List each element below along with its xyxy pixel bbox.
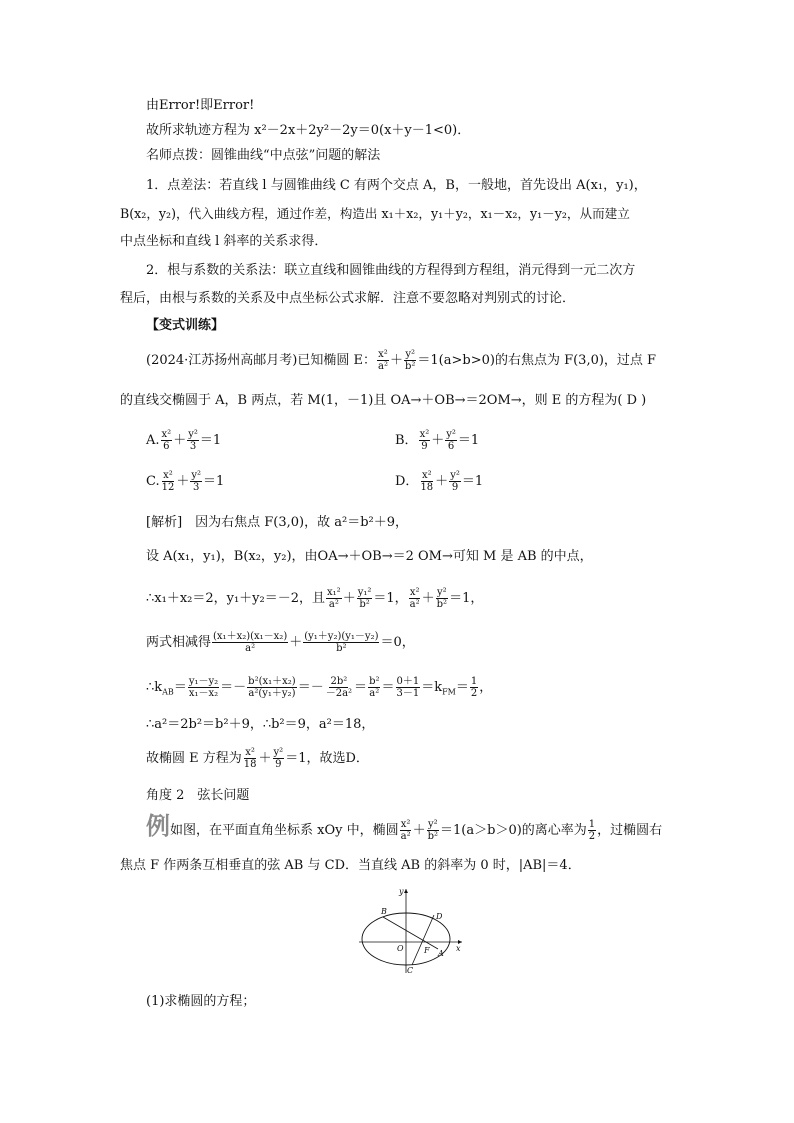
solution-line4: 两式相减得 $\frac{\text{(x₁＋x₂)(x₁－x₂)}}{\text{a²}}$ ＋ $\frac{\text{(y₁＋y₂)(y₁－y₂)}}{\text{b²}}$ ＝0， [146,631,415,654]
example-marker: 例 [146,814,170,840]
label-f: F [424,946,430,955]
label-b: B [381,907,387,916]
y-axis-arrow [404,889,408,893]
tips-point1-line1: 1．点差法：若直线 l 与圆锥曲线 C 有两个交点 A，B，一般地，首先设出 A(x₁，y₁)， [146,178,647,193]
solution-line6: ∴a²＝2b²＝b²＋9，∴b²＝9，a²＝18， [146,717,375,732]
label-a: A [438,949,444,958]
tips-heading: 名师点拨：圆锥曲线“中点弦”问题的解法 [146,148,381,163]
solution-line7: 故椭圆 E 方程为 $\frac{\text{x²}}{18}$ ＋ $\frac{\text{y²}}{9}$ ＝1，故选D． [146,747,369,770]
label-c: C [407,966,414,975]
ellipse-figure [355,885,470,975]
variant-training-heading: 【变式训练】 [146,318,225,333]
label-d: D [436,912,443,921]
line-trajectory: 故所求轨迹方程为 x²－2x＋2y²－2y＝0(x＋y－1<0)． [146,123,471,138]
line-error: 由Error!即Error! [146,98,255,113]
solution-line5: $\therefore k_{AB}=$ $\frac{\text{y₁－y₂}}{\text{x₁－x₂}}$ ＝－ $\frac{\text{b²(x₁＋x₂)}}{\text{a²(y₁＋y₂)}}$ ＝－ $\frac{\text{2b²}}{\text{－2a²}}$ ＝ $\frac{\text{b²}}{\text{a²}}$ ＝ $\frac{0+1}{3-1}$ $=k_{FM}=$ $\frac{1}{2}$ ， [146,676,493,699]
solution-line2: 设 A(x₁，y₁)，B(x₂，y₂)，由OA→＋OB→＝2 OM→可知 M 是 AB 的中点， [146,549,593,564]
solution-line3: ∴x₁＋x₂＝2，y₁＋y₂＝－2，且 $\frac{\text{x₁²}}{\text{a²}}$ ＋ $\frac{\text{y₁²}}{\text{b²}}$ ＝1， $\frac{\text{x²}}{\text{a²}}$ ＋ $\frac{\text{y²}}{\text{b²}}$ ＝1， [146,587,484,610]
tips-point1-line3: 中点坐标和直线 l 斜率的关系求得． [120,234,328,249]
problem-line1: (2024·江苏扬州高邮月考)已知椭圆 E： $\frac{\text{x²}}{\text{a²}}$ ＋ $\frac{\text{y²}}{\text{b²}}$ ＝1(a>b>0)的右焦点为 F(3,0)，过点 F [146,349,657,372]
label-y: y [399,887,404,896]
tips-point2-line2: 程后，由根与系数的关系及中点坐标公式求解．注意不要忽略对判别式的讨论． [120,291,576,306]
problem-line2: 的直线交椭圆于 A，B 两点，若 M(1，－1)且 OA→＋OB→＝2OM→，则 E 的方程为( D ) [120,393,647,408]
question-1: (1)求椭圆的方程； [146,994,256,1009]
angle-heading: 角度 2 弦长问题 [146,788,250,803]
chord-cd [412,915,434,965]
tips-point1-line2: B(x₂，y₂)，代入曲线方程，通过作差，构造出 x₁＋x₂，y₁＋y₂，x₁－x₂，y₁－y₂，从而建立 [120,206,630,221]
option-d[interactable]: D． $\frac{\text{x²}}{18}$ ＋ $\frac{\text{y²}}{9}$ ＝1 [395,470,484,493]
label-x: x [456,944,461,953]
option-c[interactable]: C. $\frac{\text{x²}}{12}$ ＋ $\frac{\text{y²}}{3}$ ＝1 [146,470,225,493]
option-b[interactable]: B． $\frac{\text{x²}}{9}$ ＋ $\frac{\text{y²}}{6}$ ＝1 [395,429,480,452]
example-line2: 焦点 F 作两条互相垂直的弦 AB 与 CD．当直线 AB 的斜率为 0 时，|AB|＝4． [120,858,581,873]
tips-point2-line1: 2．根与系数的关系法：联立直线和圆锥曲线的方程得到方程组，消元得到一元二次方 [146,263,636,278]
example-line1: 例如图，在平面直角坐标系 xOy 中，椭圆 $\frac{\text{x²}}{\text{a²}}$ ＋ $\frac{\text{y²}}{\text{b²}}$ ＝1(a＞b＞0)的离心率为 $\frac{1}{2}$ ，过椭圆右 [146,814,663,842]
chord-ab [383,917,438,949]
option-a[interactable]: A. $\frac{\text{x²}}{6}$ ＋ $\frac{\text{y²}}{3}$ ＝1 [146,429,222,452]
solution-line1: [解析] 因为右焦点 F(3,0)，故 a²＝b²＋9， [146,515,409,530]
label-o: O [397,944,404,953]
